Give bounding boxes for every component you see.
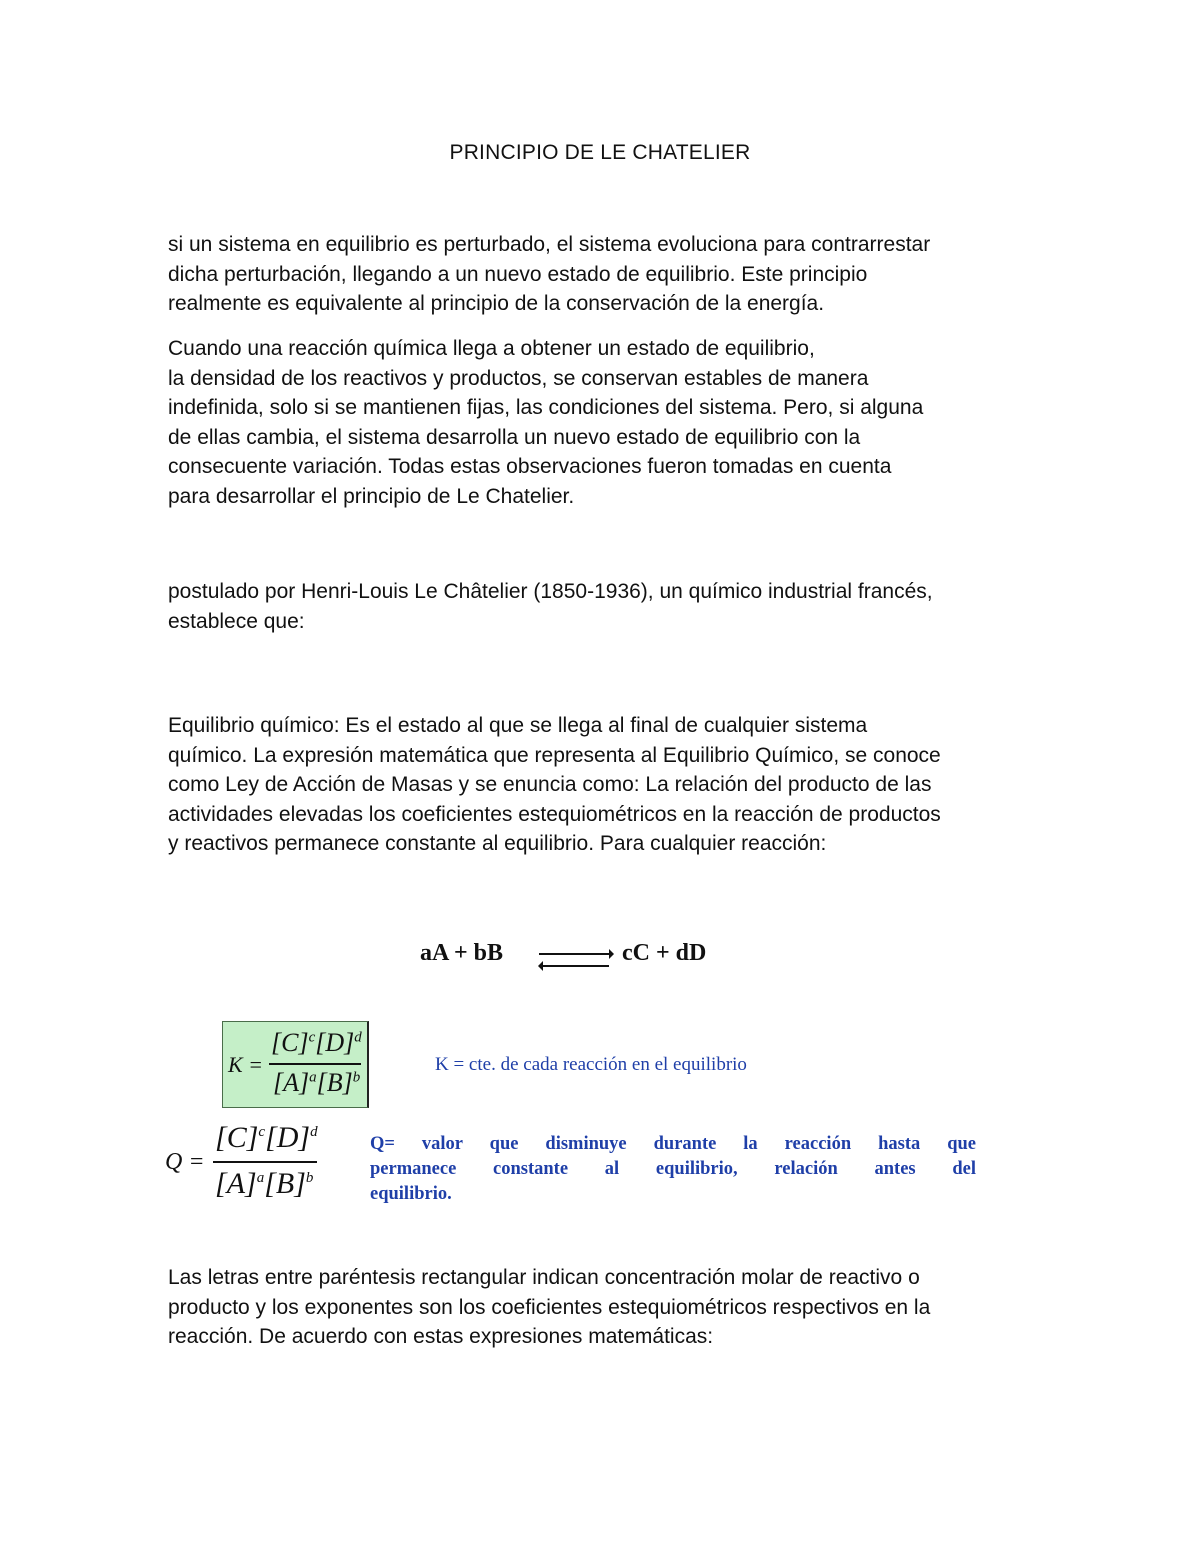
paragraph-intro: si un sistema en equilibrio es perturbado, el sistema evoluciona para contrarrestar dicha perturbación, llegando a un nuevo estado de equilibrio. Este principio realmente es equivalente al principio de la conservación de la energía. xyxy=(168,233,931,315)
k-denominator: $[A]^a[B]^b$ xyxy=(273,1068,361,1097)
equilibrium-arrows-icon xyxy=(537,942,615,976)
reaction-left: aA + bB xyxy=(420,940,504,966)
paragraph-equilibrio-quimico: Equilibrio químico: Es el estado al que se llega al final de cualquier sistema químico. La expresión matemática que representa al Equilibrio Químico, se conoce como Ley de Acción de Masas y se enuncia como: La relación del producto de las actividades elevadas los coeficientes estequiométricos en la reacción de productos y reactivos permanece constante al equilibrio. Para cualquier reacción: xyxy=(168,714,941,855)
q-note-line: permanece constante al equilibrio, relación antes del xyxy=(370,1159,976,1179)
page-title: PRINCIPIO DE LE CHATELIER xyxy=(449,141,751,164)
q-lhs: Q = xyxy=(165,1149,205,1175)
k-expression-box xyxy=(222,1021,369,1108)
q-fraction xyxy=(165,1115,335,1210)
k-fraction-bar xyxy=(269,1063,361,1065)
k-numerator: $[C]^c[D]^d$ xyxy=(271,1028,362,1057)
q-note-line: equilibrio. xyxy=(370,1184,452,1204)
k-note: K = cte. de cada reacción en el equilibrio xyxy=(435,1054,747,1075)
paragraph-letras: Las letras entre paréntesis rectangular indican concentración molar de reactivo o producto y los exponentes son los coeficientes estequiométricos respectivos en la reacción. De acuerdo con estas expresiones matemáticas: xyxy=(168,1266,931,1348)
q-denominator: $[A]^a[B]^b$ xyxy=(215,1167,314,1200)
q-numerator: $[C]^c[D]^d$ xyxy=(215,1121,318,1154)
paragraph-equilibrium: Cuando una reacción química llega a obtener un estado de equilibrio, la densidad de los reactivos y productos, se conservan estables de manera indefinida, solo si se mantienen fijas, las condiciones del sistema. Pero, si alguna de ellas cambia, el sistema desarrolla un nuevo estado de equilibrio con la consecuente variación. Todas estas observaciones fueron tomadas en cuenta para desarrollar el principio de Le Chatelier. xyxy=(168,337,924,508)
q-note xyxy=(370,1132,976,1207)
reaction-right: cC + dD xyxy=(622,940,707,966)
q-fraction-bar xyxy=(213,1161,317,1163)
q-note-line: Q= valor que disminuye durante la reacción hasta que xyxy=(370,1134,976,1154)
k-fraction xyxy=(223,1022,367,1107)
paragraph-postulado: postulado por Henri-Louis Le Châtelier (1850-1936), un químico industrial francés, establece que: xyxy=(168,580,933,633)
k-lhs: K = xyxy=(228,1052,264,1077)
